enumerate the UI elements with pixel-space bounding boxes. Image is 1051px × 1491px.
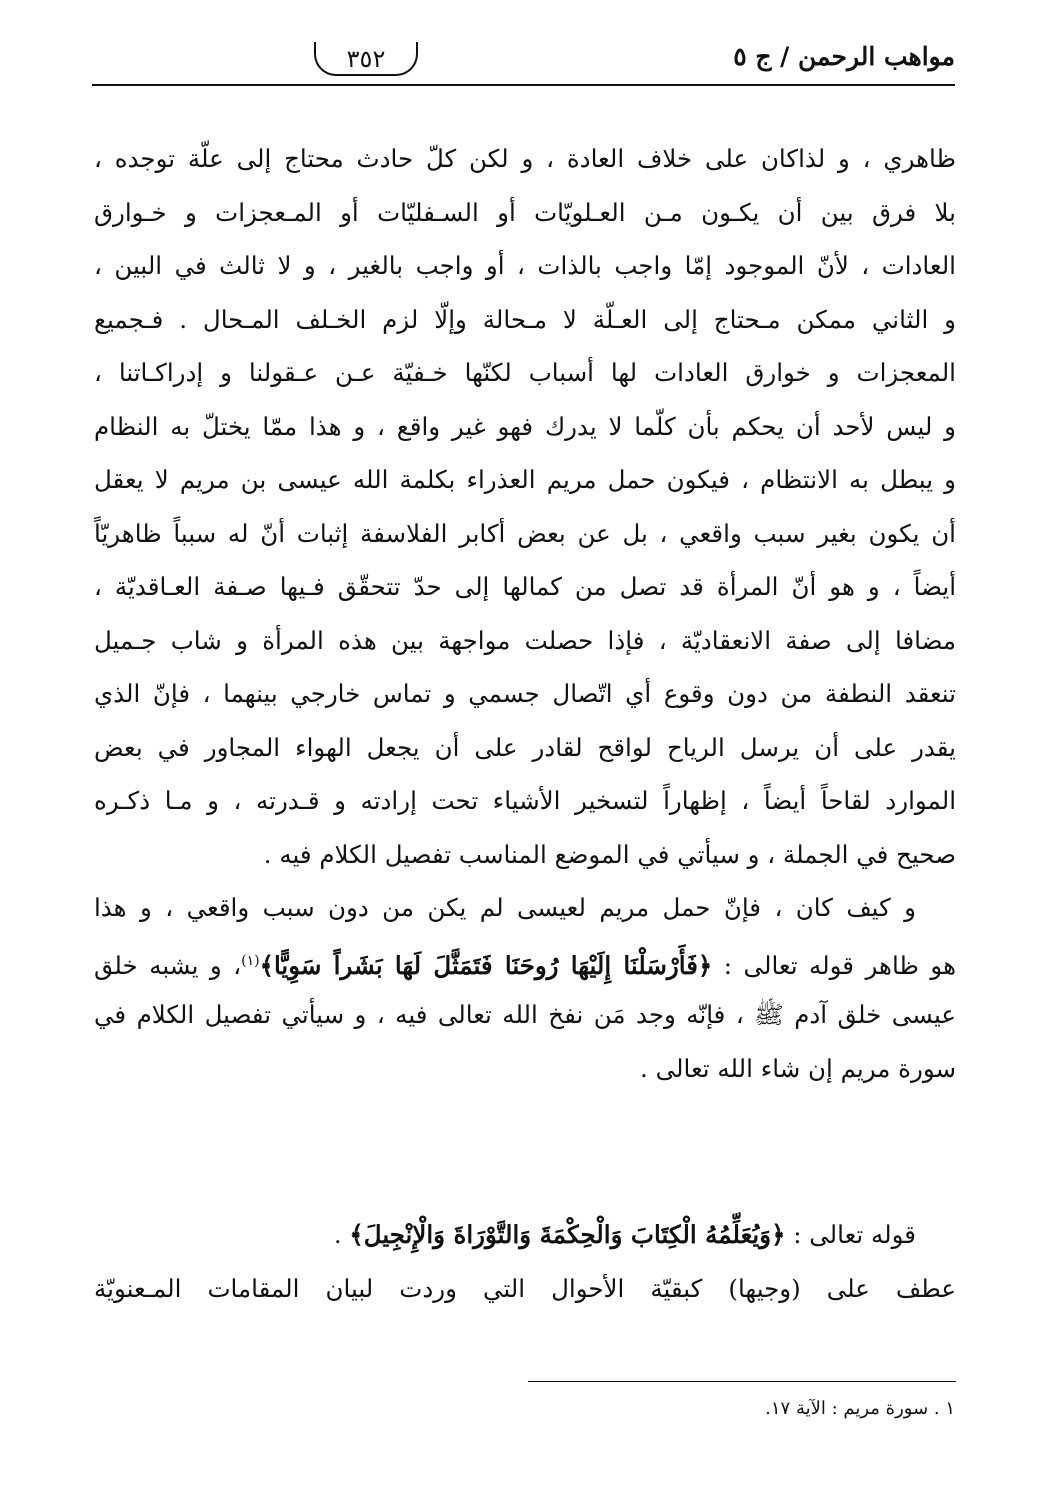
header-rule (92, 84, 955, 86)
footnote-reference[interactable]: (١) (241, 952, 260, 969)
text-line: ظاهري ، و لذاكان على خلاف العادة ، و لكن كلّ حادث محتاج إلى علّة توجده ، (94, 144, 956, 173)
text-line: العادات ، لأنّ الموجود إمّا واجب بالذات ، أو واجب بالغير ، و لا ثالث في البين ، (94, 251, 956, 280)
text-line: تنعقد النطفة من دون وقوع أي اتّصال جسمي و تماس خارجي بينهما ، فإنّ الذي (94, 679, 956, 708)
text-line: أيضاً ، و هو أنّ المرأة قد تصل من كمالها إلى حدّ تتحقّق فـيها صـفة العـاقديّة ، (94, 572, 956, 601)
heading-suffix: . (333, 1220, 350, 1249)
quran-verse: ﴿فَأَرْسَلْنَا إِلَيْهَا رُوحَنَا فَتَمَثَّلَ لَهَا بَشَراً سَوِيًّا﴾ (259, 950, 713, 980)
text-line: بلا فرق بين أن يكـون مـن العـلويّات أو السـفليّات أو المـعجزات و خـوارق (94, 197, 956, 227)
body-text (94, 132, 956, 1095)
page-header (92, 36, 955, 88)
footnote-divider (528, 1381, 956, 1382)
section-heading (94, 1208, 956, 1262)
text-line: صحيح في الجملة ، و سيأتي في الموضع المناسب تفصيل الكلام فيه . (263, 839, 956, 869)
text-line-with-verse (94, 935, 956, 989)
text-line: الموارد لقاحاً أيضاً ، إظهاراً لتسخير الأشياء تحت إرادته و قـدرته ، و مـا ذكـره (94, 786, 956, 815)
text-line: مضافا إلى صفة الانعقاديّة ، فإذا حصلت مواجهة بين هذه المرأة و شاب جـميل (94, 625, 956, 655)
running-title: مواهب الرحمن / ج ٥ (733, 42, 955, 71)
verse-intro: هو ظاهر قوله تعالى : (712, 950, 956, 980)
page-number: ٣٥٢ (314, 42, 418, 76)
text-line: و يبطل به الانتظام ، فيكون حمل مريم العذراء بكلمة الله عيسى بن مريم لا يعقل (94, 465, 956, 494)
quran-verse: ﴿وَيُعَلِّمُهُ الْكِتَابَ وَالْحِكْمَةَ وَالتَّوْرَاةَ وَالْإِنْجِيلَ﴾ (349, 1220, 786, 1249)
text-line: المعجزات و خوارق العادات لها أسباب لكنّها خـفيّة عـن عـقولنا و إدراكـاتنا ، (94, 358, 956, 387)
text-line: و ليس لأحد أن يحكم بأن كلّما لا يدرك فهو غير واقع ، و هذا ممّا يختلّ به النظام (94, 411, 956, 441)
commentary-section (94, 1208, 956, 1315)
text-line: سورة مريم إن شاء الله تعالى . (640, 1053, 956, 1083)
text-line: عطف على (وجيها) كبقيّة الأحوال التي وردت لبيان المقامات المـعنويّة (94, 1273, 956, 1303)
text-line: يقدر على أن يرسل الرياح لواقح لقادر على أن يجعل الهواء المجاور في بعض (94, 732, 956, 762)
text-line: عيسى خلق آدم ﷺ ، فإنّه وجد مَن نفخ الله تعالى فيه ، و سيأتي تفصيل الكلام في (94, 1000, 956, 1029)
heading-prefix: قوله تعالى : (785, 1220, 916, 1249)
text-line: أن يكون بغير سبب واقعي ، بل عن بعض أكابر الفلاسفة إثبات أنّ له سبباً ظاهريّاً (94, 518, 956, 548)
verse-continuation: ، و يشبه خلق (94, 950, 242, 980)
text-line: و كيف كان ، فإنّ حمل مريم لعيسى لم يكن من دون سبب واقعي ، و هذا (94, 893, 916, 922)
footnote: ١ . سورة مريم : الآية ١٧. (765, 1398, 955, 1419)
text-line: و الثاني ممكن مـحتاج إلى العـلّة لا مـحالة وإلّا لزم الخـلف المـحال . فـجميع (94, 304, 956, 334)
